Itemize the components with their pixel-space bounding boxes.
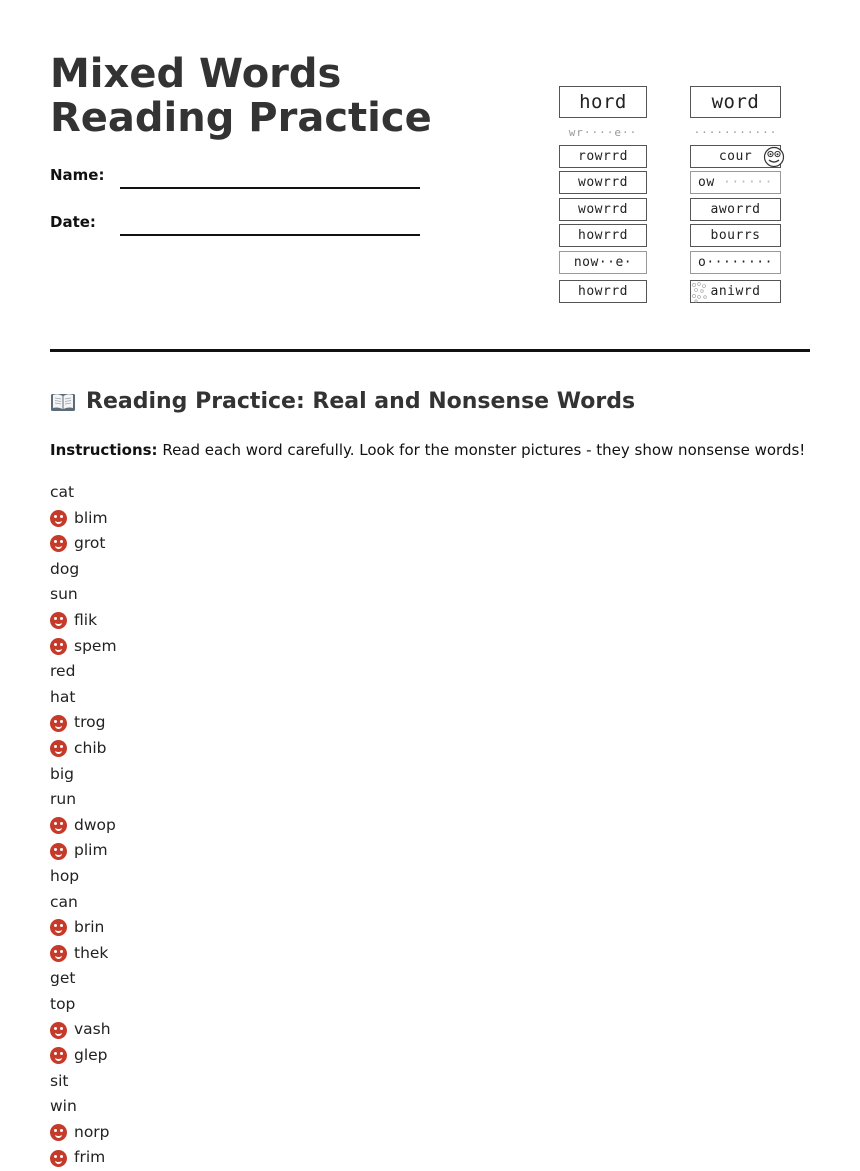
- nonsense-word-item: [50, 506, 117, 532]
- nonsense-word-item: [50, 1017, 117, 1043]
- instructions-label: Instructions:: [50, 441, 158, 459]
- nonsense-word-item: [50, 941, 117, 967]
- word-text: get: [50, 969, 76, 988]
- section-heading: [50, 389, 635, 414]
- name-line[interactable]: [120, 187, 420, 189]
- real-word-item: [50, 582, 117, 608]
- word-text: plim: [74, 841, 108, 860]
- real-word-item: [50, 890, 117, 916]
- monster-icon: [50, 945, 67, 962]
- real-word-item: [50, 1094, 117, 1120]
- tracing-word-right-4: bourrs: [690, 224, 781, 247]
- real-word-item: [50, 659, 117, 685]
- nonsense-word-item: [50, 710, 117, 736]
- instructions: [50, 441, 805, 459]
- tracing-word-left-1: rowrrd: [559, 145, 647, 168]
- tracing-ghost-dots: ······: [714, 175, 773, 190]
- section-divider: [50, 349, 810, 352]
- real-word-item: [50, 966, 117, 992]
- word-text: run: [50, 790, 77, 809]
- date-line[interactable]: [120, 234, 420, 236]
- real-word-item: [50, 685, 117, 711]
- tracing-dotted-left: wr····e··: [559, 122, 647, 142]
- real-word-item: [50, 557, 117, 583]
- tracing-word-left-2: wowrrd: [559, 171, 647, 194]
- tracing-word-left-3: wowrrd: [559, 198, 647, 221]
- monster-icon: [50, 1150, 67, 1167]
- monster-icon: [50, 535, 67, 552]
- nonsense-word-item: [50, 838, 117, 864]
- tracing-panel: [559, 86, 784, 306]
- tracing-header-left: hord: [559, 86, 647, 118]
- word-text: thek: [74, 943, 109, 962]
- monster-icon: [50, 1047, 67, 1064]
- monster-icon: [50, 740, 67, 757]
- tracing-word-right-2: [690, 171, 781, 194]
- monster-icon: [50, 843, 67, 860]
- tracing-header-right: word: [690, 86, 781, 118]
- word-text: hat: [50, 687, 76, 706]
- word-text: can: [50, 892, 78, 911]
- word-text: vash: [74, 1020, 111, 1039]
- word-text: norp: [74, 1122, 110, 1141]
- tracing-word-right-1: [690, 145, 781, 168]
- monster-icon: [50, 1124, 67, 1141]
- monster-icon: [50, 715, 67, 732]
- tracing-word-left-5: now··e·: [559, 251, 647, 274]
- monster-icon: [50, 919, 67, 936]
- monster-icon: [50, 638, 67, 655]
- tracing-word-right-6: [690, 280, 781, 303]
- nonsense-word-item: [50, 608, 117, 634]
- real-word-item: [50, 1069, 117, 1095]
- word-text: glep: [74, 1046, 108, 1065]
- monster-icon: [50, 510, 67, 527]
- word-text: win: [50, 1097, 77, 1116]
- nonsense-word-item: [50, 1043, 117, 1069]
- word-text: top: [50, 994, 76, 1013]
- word-text: frim: [74, 1148, 106, 1167]
- word-text: big: [50, 764, 74, 783]
- real-word-item: [50, 480, 117, 506]
- word-text: sit: [50, 1071, 69, 1090]
- real-word-item: [50, 787, 117, 813]
- word-text: grot: [74, 534, 106, 553]
- page-title: Mixed Words Reading Practice: [50, 51, 432, 141]
- word-text: spem: [74, 636, 117, 655]
- real-word-item: [50, 992, 117, 1018]
- monster-face-icon: [762, 144, 786, 168]
- word-text: chib: [74, 738, 107, 757]
- tracing-word-right-3: aworrd: [690, 198, 781, 221]
- name-label: Name:: [50, 166, 105, 184]
- monster-icon: [50, 1022, 67, 1039]
- real-word-item: [50, 762, 117, 788]
- tracing-word-right-6-text: aniwrd: [710, 284, 761, 299]
- monster-icon: [50, 817, 67, 834]
- open-book-icon: [50, 391, 76, 413]
- real-word-item: [50, 864, 117, 890]
- word-text: sun: [50, 585, 78, 604]
- word-text: hop: [50, 866, 80, 885]
- word-text: dog: [50, 559, 80, 578]
- monster-icon: [50, 612, 67, 629]
- section-title-text: Reading Practice: Real and Nonsense Words: [86, 389, 636, 414]
- word-text: red: [50, 662, 76, 681]
- nonsense-word-item: [50, 915, 117, 941]
- date-label: Date:: [50, 213, 96, 231]
- tracing-word-right-5: o········: [690, 251, 781, 274]
- tracing-word-left-6: howrrd: [559, 280, 647, 303]
- tracing-word-right-1-text: cour: [718, 149, 753, 164]
- word-text: flik: [74, 610, 98, 629]
- word-text: cat: [50, 483, 75, 501]
- tracing-word-right-2-text: ow: [698, 175, 715, 190]
- word-text: trog: [74, 713, 106, 732]
- word-text: dwop: [74, 815, 116, 834]
- instructions-text: Read each word carefully. Look for the monster pictures - they show nonsense words!: [157, 441, 806, 459]
- nonsense-word-item: [50, 634, 117, 660]
- stipple-texture-icon: [691, 281, 711, 303]
- word-text: blim: [74, 508, 108, 527]
- word-list: [50, 480, 117, 1171]
- nonsense-word-item: [50, 813, 117, 839]
- tracing-dotted-right: ···········: [690, 122, 781, 142]
- nonsense-word-item: [50, 1145, 117, 1171]
- word-text: brin: [74, 918, 105, 937]
- nonsense-word-item: [50, 531, 117, 557]
- nonsense-word-item: [50, 736, 117, 762]
- tracing-word-left-4: howrrd: [559, 224, 647, 247]
- nonsense-word-item: [50, 1120, 117, 1146]
